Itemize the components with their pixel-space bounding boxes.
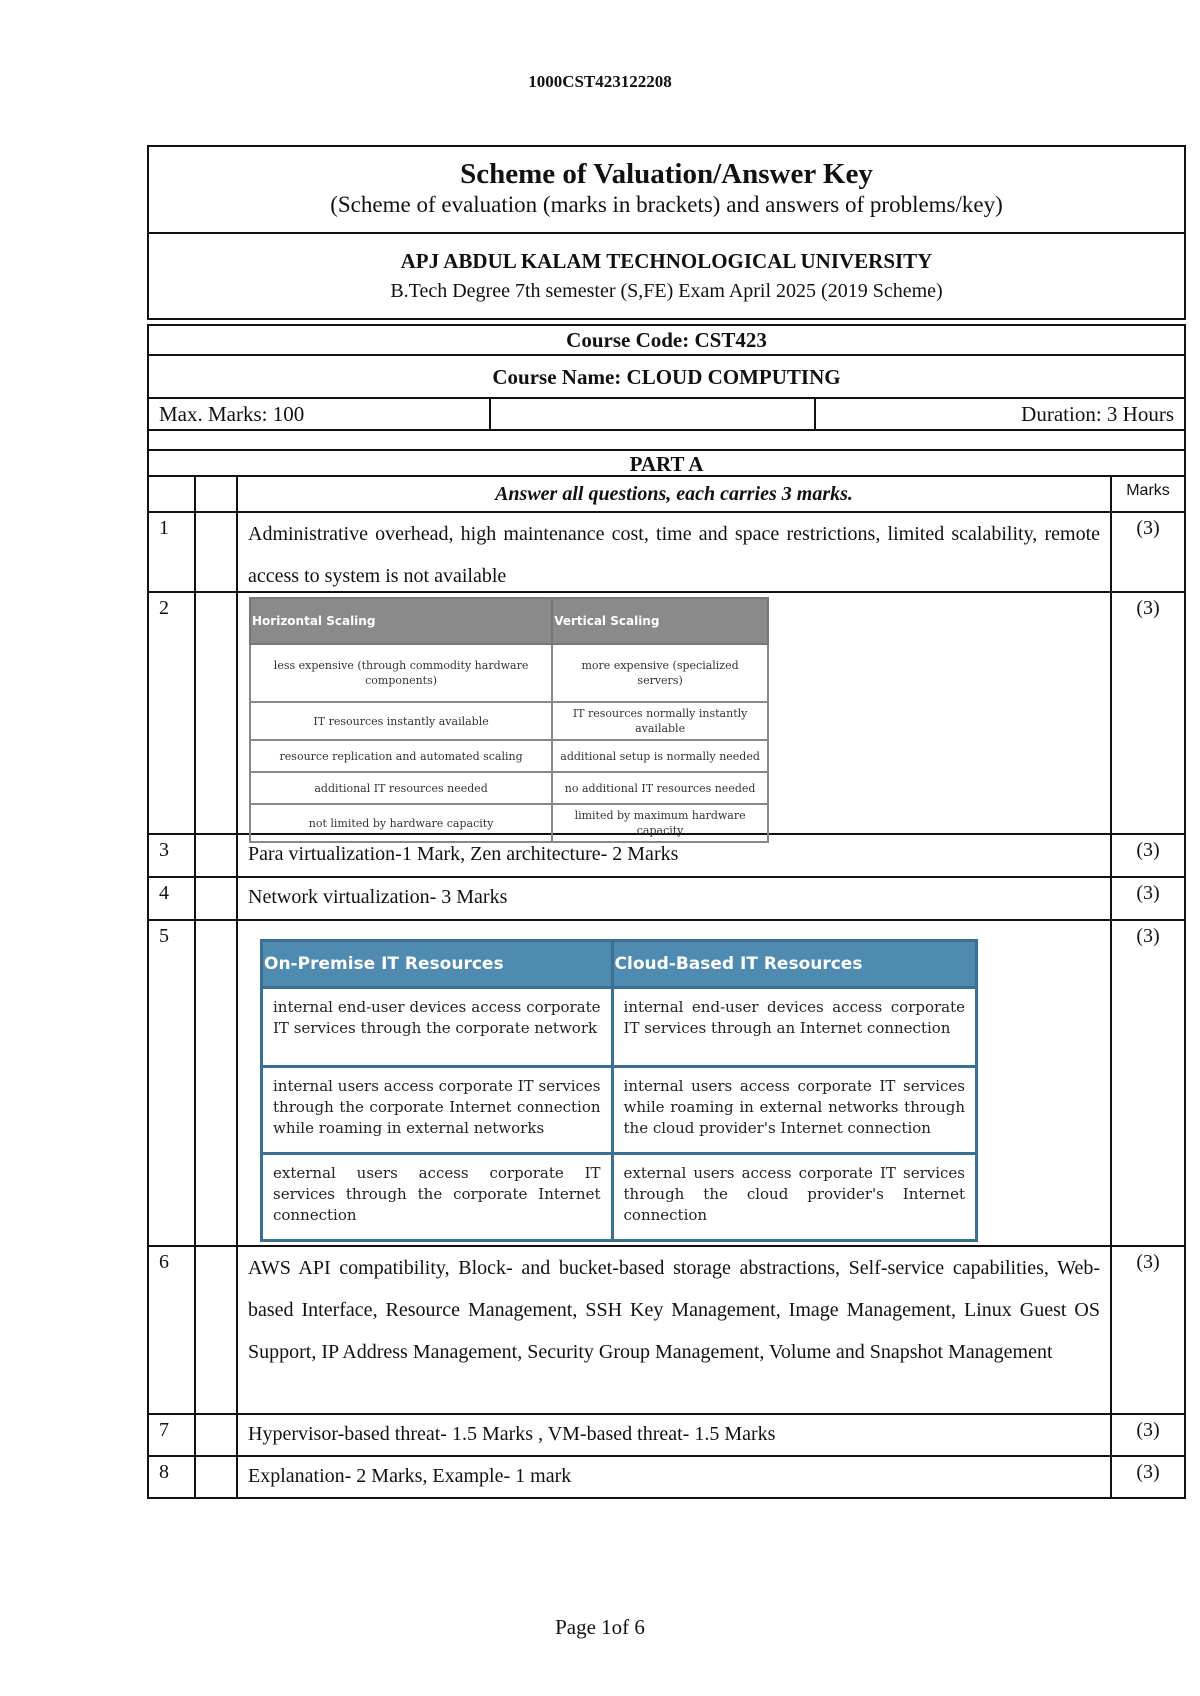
course-code: Course Code: CST423 [147, 324, 1186, 354]
exam-name: B.Tech Degree 7th semester (S,FE) Exam April 2025 (2019 Scheme) [390, 280, 943, 302]
question-number: 1 [149, 513, 196, 591]
title-block [147, 145, 1186, 232]
table-cell: not limited by hardware capacity [250, 804, 552, 842]
blank-cell [149, 477, 196, 511]
university-name: APJ ABDUL KALAM TECHNOLOGICAL UNIVERSITY [400, 249, 933, 273]
table-cell: additional IT resources needed [250, 772, 552, 804]
scaling-comparison-table [249, 597, 769, 843]
question-number: 8 [149, 1457, 196, 1497]
table-cell: external users access corporate IT services through the corporate Internet connection [262, 1154, 613, 1241]
question-row [147, 1413, 1186, 1455]
question-number: 4 [149, 878, 196, 919]
answer-key-table [147, 145, 1186, 1499]
blank-cell [196, 878, 238, 919]
table-header: On-Premise IT Resources [262, 941, 613, 988]
question-row [147, 876, 1186, 919]
table-header: Horizontal Scaling [250, 598, 552, 644]
table-cell: more expensive (specialized servers) [552, 644, 768, 702]
table-cell: IT resources instantly available [250, 702, 552, 740]
table-cell: internal end-user devices access corporate IT services through the corporate network [262, 988, 613, 1067]
question-row [147, 511, 1186, 591]
instruction: Answer all questions, each carries 3 marks. [238, 477, 1112, 511]
question-number: 5 [149, 921, 196, 1245]
blank-cell [196, 1247, 238, 1413]
question-row [147, 1245, 1186, 1413]
part-a-title: PART A [147, 449, 1186, 475]
table-cell: limited by maximum hardware capacity [552, 804, 768, 842]
blank-cell [196, 593, 238, 833]
blank-cell [196, 477, 238, 511]
question-number: 7 [149, 1415, 196, 1455]
table-cell: internal end-user devices access corporate IT services through an Internet connection [612, 988, 976, 1067]
question-row [147, 833, 1186, 876]
answer: Para virtualization-1 Mark, Zen architecture- 2 Marks [238, 835, 1112, 876]
blank-cell [491, 399, 816, 429]
marks: (3) [1136, 1461, 1160, 1483]
blank-cell [196, 921, 238, 1245]
marks: (3) [1136, 839, 1160, 861]
table-cell: less expensive (through commodity hardware components) [250, 644, 552, 702]
duration: Duration: 3 Hours [1021, 402, 1174, 426]
marks-duration-row [147, 397, 1186, 429]
university-block [147, 232, 1186, 318]
marks: (3) [1136, 517, 1160, 539]
course-name: Course Name: CLOUD COMPUTING [147, 354, 1186, 397]
marks: (3) [1136, 925, 1160, 947]
marks: (3) [1136, 1251, 1160, 1273]
table-header: Vertical Scaling [552, 598, 768, 644]
blank-cell [196, 1457, 238, 1497]
answer [238, 921, 1112, 1245]
table-header: Cloud-Based IT Resources [612, 941, 976, 988]
question-number: 3 [149, 835, 196, 876]
marks: (3) [1136, 1419, 1160, 1441]
marks: (3) [1136, 597, 1160, 619]
table-cell: external users access corporate IT services through the cloud provider's Internet connection [612, 1154, 976, 1241]
page-number: Page 1of 6 [555, 1615, 645, 1639]
table-cell: resource replication and automated scaling [250, 740, 552, 772]
blank-cell [196, 1415, 238, 1455]
blank-cell [196, 835, 238, 876]
document-id: 1000CST423122208 [528, 72, 672, 91]
answer [238, 593, 1112, 837]
max-marks: Max. Marks: 100 [149, 399, 491, 429]
instruction-row [147, 475, 1186, 511]
table-cell: internal users access corporate IT services through the corporate Internet connection while roaming in external networks [262, 1067, 613, 1154]
question-row [147, 591, 1186, 837]
marks-header: Marks [1126, 482, 1170, 499]
answer: Network virtualization- 3 Marks [238, 878, 1112, 919]
table-cell: IT resources normally instantly available [552, 702, 768, 740]
question-row [147, 919, 1186, 1245]
question-number: 6 [149, 1247, 196, 1413]
answer: AWS API compatibility, Block- and bucket-based storage abstractions, Self-service capabilities, Web-based Interface, Resource Management, SSH Key Management, Image Management, Linux Guest OS Support, IP Address Management, Security Group Management, Volume and Snapshot Management [238, 1247, 1112, 1413]
marks: (3) [1136, 882, 1160, 904]
page-title: Scheme of Valuation/Answer Key [460, 158, 873, 190]
question-row [147, 1455, 1186, 1499]
blank-cell [196, 513, 238, 591]
question-number: 2 [149, 593, 196, 833]
answer: Administrative overhead, high maintenance cost, time and space restrictions, limited scalability, remote access to system is not available [238, 513, 1112, 591]
blank-row [147, 429, 1186, 449]
table-cell: no additional IT resources needed [552, 772, 768, 804]
answer: Hypervisor-based threat- 1.5 Marks , VM-based threat- 1.5 Marks [238, 1415, 1112, 1455]
answer: Explanation- 2 Marks, Example- 1 mark [238, 1457, 1112, 1497]
it-resources-table [260, 939, 978, 1242]
table-cell: internal users access corporate IT services while roaming in external networks through the cloud provider's Internet connection [612, 1067, 976, 1154]
page-subtitle: (Scheme of evaluation (marks in brackets) and answers of problems/key) [330, 192, 1003, 217]
table-cell: additional setup is normally needed [552, 740, 768, 772]
